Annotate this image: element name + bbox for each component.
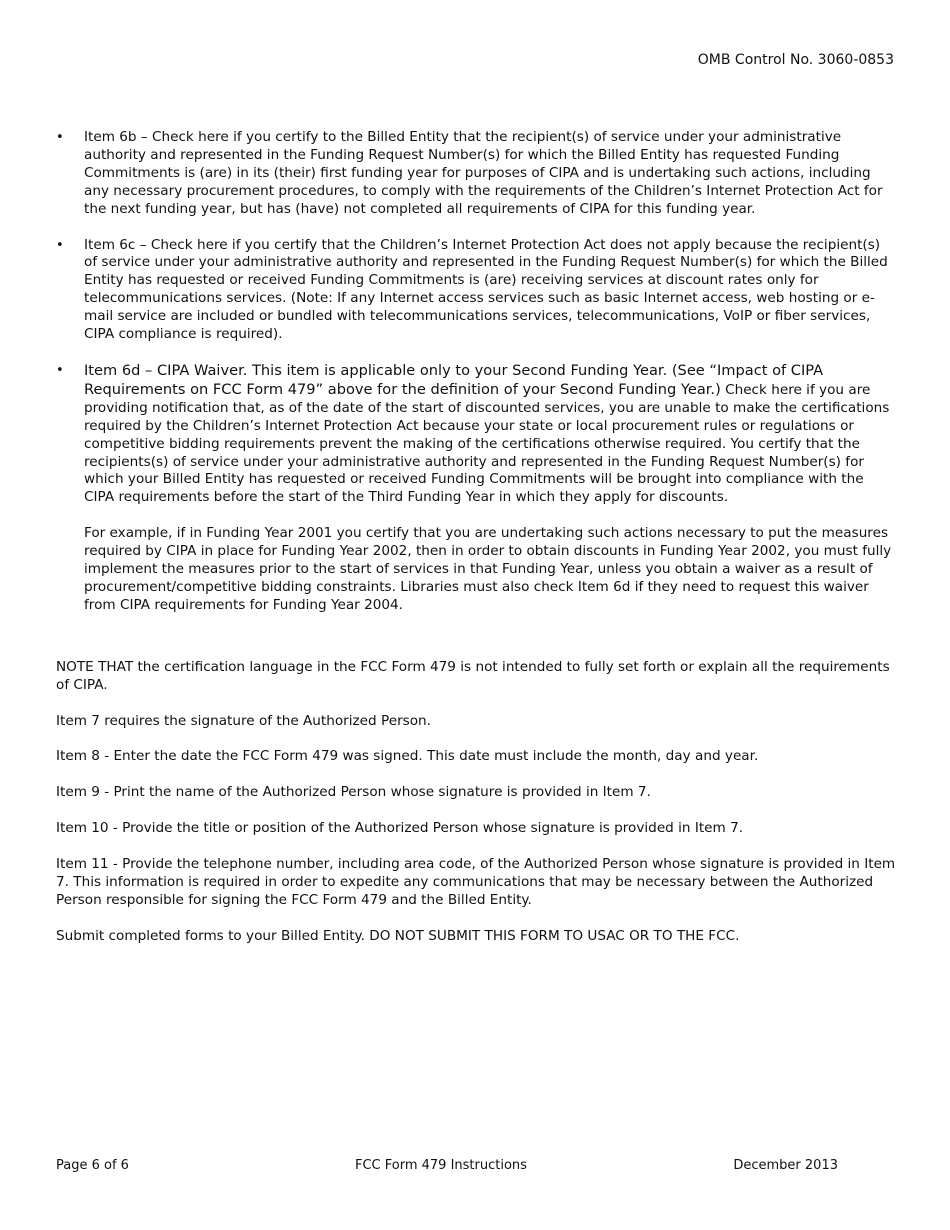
item-6c-text: Item 6c – Check here if you certify that the Children’s Internet Protection Act does not apply because the recipient(s) of service under your administrative authority and represented in the Funding Request Number(s) for which the Billed Entity has requested or received Funding Commitments is (are) receiving services at discount rates only for telecommunications services. (Note: If any Internet access services such as basic Internet access, web hosting or e-mail service are included or bundled with telecommunications services, telecommunications, VoIP or fiber services, CIPA compliance is required). bbox=[84, 236, 888, 343]
item-6d-text: Check here if you are providing notification that, as of the date of the start of discounted services, you are unable to make the certifications required by the Children’s Internet Protection Act because your state or local procurement rules or regulations or competitive bidding requirements prevent the making of the certifications otherwise required. You certify that the recipients(s) of service under your administrative authority and represented in the Funding Request Number(s) for which your Billed Entity has requested or received Funding Commitments will be brought into compliance with the CIPA requirements before the start of the Third Funding Year in which they apply for discounts. bbox=[84, 381, 890, 506]
footer-date: December 2013 bbox=[733, 1158, 838, 1173]
item-6d-example: For example, if in Funding Year 2001 you certify that you are undertaking such actions necessary to put the measures required by CIPA in place for Funding Year 2002, then in order to obtain discounts in Funding Year 2002, you must fully implement the measures prior to the start of services in that Funding Year, unless you obtain a waiver as a result of procurement/competitive bidding constraints. Libraries must also check Item 6d if they need to request this waiver from CIPA requirements for Funding Year 2004. bbox=[84, 525, 892, 613]
item-11-paragraph: Item 11 - Provide the telephone number, including area code, of the Authorized Person whose signature is provided in Item 7. This information is required in order to expedite any communications that may be necessary between the Authorized Person responsible for signing the FCC Form 479 and the Billed Entity. bbox=[56, 856, 896, 908]
page-content bbox=[56, 129, 896, 964]
list-item-6c bbox=[56, 237, 896, 344]
item-instructions bbox=[56, 659, 896, 946]
page-footer bbox=[56, 1157, 838, 1175]
note-paragraph: NOTE THAT the certification language in the FCC Form 479 is not intended to fully set forth or explain all the requirements of CIPA. bbox=[56, 658, 890, 693]
footer-form-title: FCC Form 479 Instructions bbox=[355, 1158, 527, 1173]
bullet-icon: • bbox=[56, 237, 64, 253]
bullet-icon: • bbox=[56, 362, 64, 378]
list-item-6b bbox=[56, 129, 896, 219]
item-6d-lead: Item 6d – CIPA Waiver. This item is applicable only to your Second Funding Year. (See “Impact of CIPA Requirements on FCC Form 479” above for the definition of your Second Funding Year.) bbox=[84, 361, 824, 398]
item-7-paragraph: Item 7 requires the signature of the Authorized Person. bbox=[56, 712, 431, 729]
list-item-6d bbox=[56, 362, 896, 615]
item-bullet-list bbox=[56, 129, 896, 615]
omb-control-number: OMB Control No. 3060-0853 bbox=[697, 52, 894, 68]
item-6d-paragraph bbox=[84, 362, 896, 507]
item-9-paragraph: Item 9 - Print the name of the Authorized Person whose signature is provided in Item 7. bbox=[56, 784, 651, 801]
submit-paragraph: Submit completed forms to your Billed Entity. DO NOT SUBMIT THIS FORM TO USAC OR TO THE FCC. bbox=[56, 927, 740, 944]
item-8-paragraph: Item 8 - Enter the date the FCC Form 479 was signed. This date must include the month, day and year. bbox=[56, 748, 759, 765]
item-6b-text: Item 6b – Check here if you certify to the Billed Entity that the recipient(s) of service under your administrative authority and represented in the Funding Request Number(s) for which the Billed Entity has requested Funding Commitments is (are) in its (their) first funding year for purposes of CIPA and is undertaking such actions, including any necessary procurement procedures, to comply with the requirements of the Children’s Internet Protection Act for the next funding year, but has (have) not completed all requirements of CIPA for this funding year. bbox=[84, 129, 883, 217]
page-number: Page 6 of 6 bbox=[56, 1158, 129, 1173]
bullet-icon: • bbox=[56, 130, 64, 145]
item-10-paragraph: Item 10 - Provide the title or position of the Authorized Person whose signature is provided in Item 7. bbox=[56, 820, 744, 837]
